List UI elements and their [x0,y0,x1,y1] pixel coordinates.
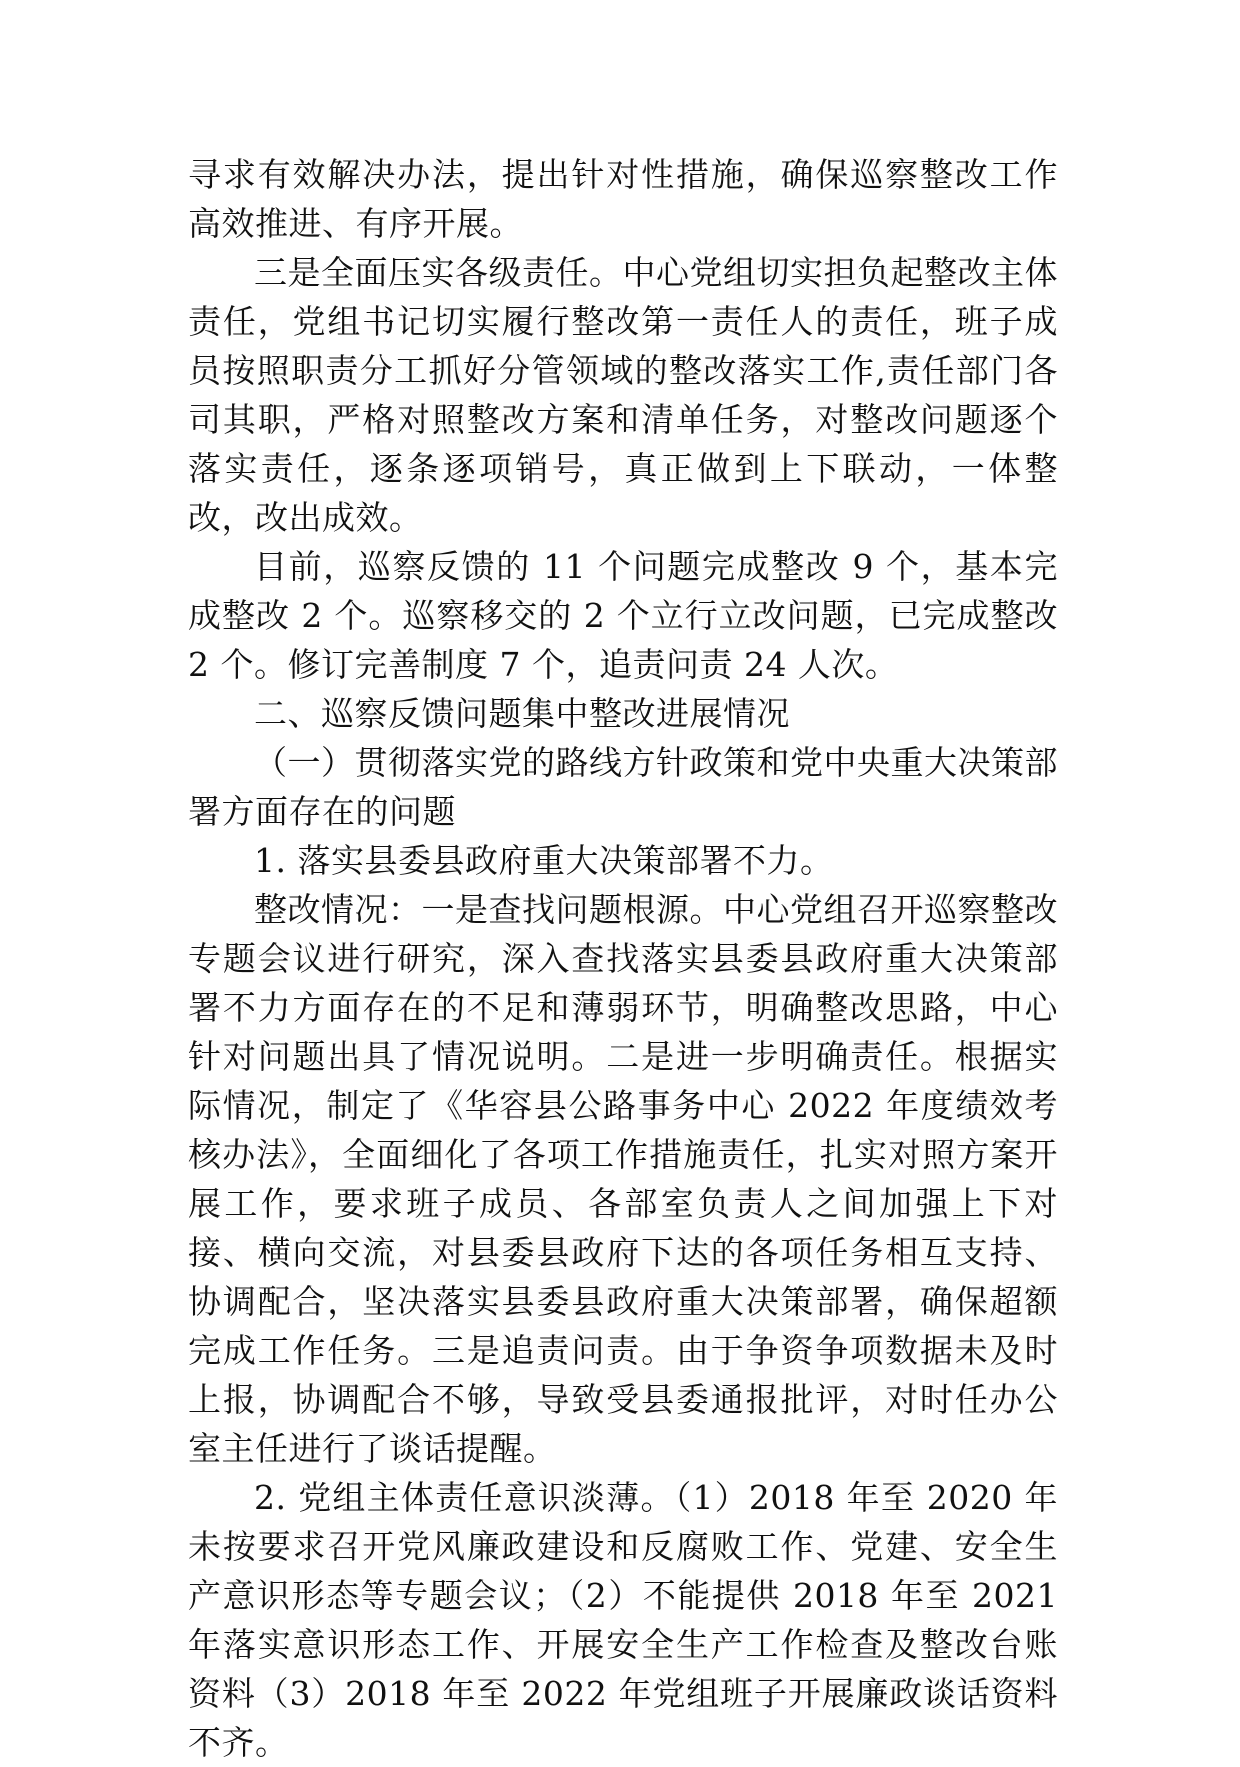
item-heading-2: 2. 党组主体责任意识淡薄。（1）2018 年至 2020 年未按要求召开党风廉政建设和反腐败工作、党建、安全生产意识形态等专题会议；（2）不能提供 2018 年至 2021 年落实意识形态工作、开展安全生产工作检查及整改台账资料（3）2018 年至 2022 年党组班子开展廉政谈话资料不齐。 [188,1478,1058,1762]
document-page [188,150,1058,1767]
item-heading-1: 1. 落实县委县政府重大决策部署不力。 [254,841,834,880]
paragraph-responsibility: 三是全面压实各级责任。中心党组切实担负起整改主体责任，党组书记切实履行整改第一责任人的责任，班子成员按照职责分工抓好分管领域的整改落实工作,责任部门各司其职，严格对照整改方案和清单任务，对整改问题逐个落实责任，逐条逐项销号，真正做到上下联动，一体整改，改出成效。 [188,253,1058,537]
paragraph-continuation: 寻求有效解决办法，提出针对性措施，确保巡察整改工作高效推进、有序开展。 [188,155,1058,243]
section-heading: 二、巡察反馈问题集中整改进展情况 [254,694,790,733]
paragraph-progress-summary: 目前，巡察反馈的 11 个问题完成整改 9 个，基本完成整改 2 个。巡察移交的 2 个立行立改问题，已完成整改 2 个。修订完善制度 7 个，追责问责 24 人次。 [188,547,1058,684]
paragraph-rectification: 整改情况：一是查找问题根源。中心党组召开巡察整改专题会议进行研究，深入查找落实县委县政府重大决策部署不力方面存在的不足和薄弱环节，明确整改思路，中心针对问题出具了情况说明。二是进一步明确责任。根据实际情况，制定了《华容县公路事务中心 2022 年度绩效考核办法》，全面细化了各项工作措施责任，扎实对照方案开展工作，要求班子成员、各部室负责人之间加强上下对接、横向交流，对县委县政府下达的各项任务相互支持、协调配合，坚决落实县委县政府重大决策部署，确保超额完成工作任务。三是追责问责。由于争资争项数据未及时上报，协调配合不够，导致受县委通报批评，对时任办公室主任进行了谈话提醒。 [188,890,1058,1468]
subsection-heading: （一）贯彻落实党的路线方针政策和党中央重大决策部署方面存在的问题 [188,743,1058,831]
